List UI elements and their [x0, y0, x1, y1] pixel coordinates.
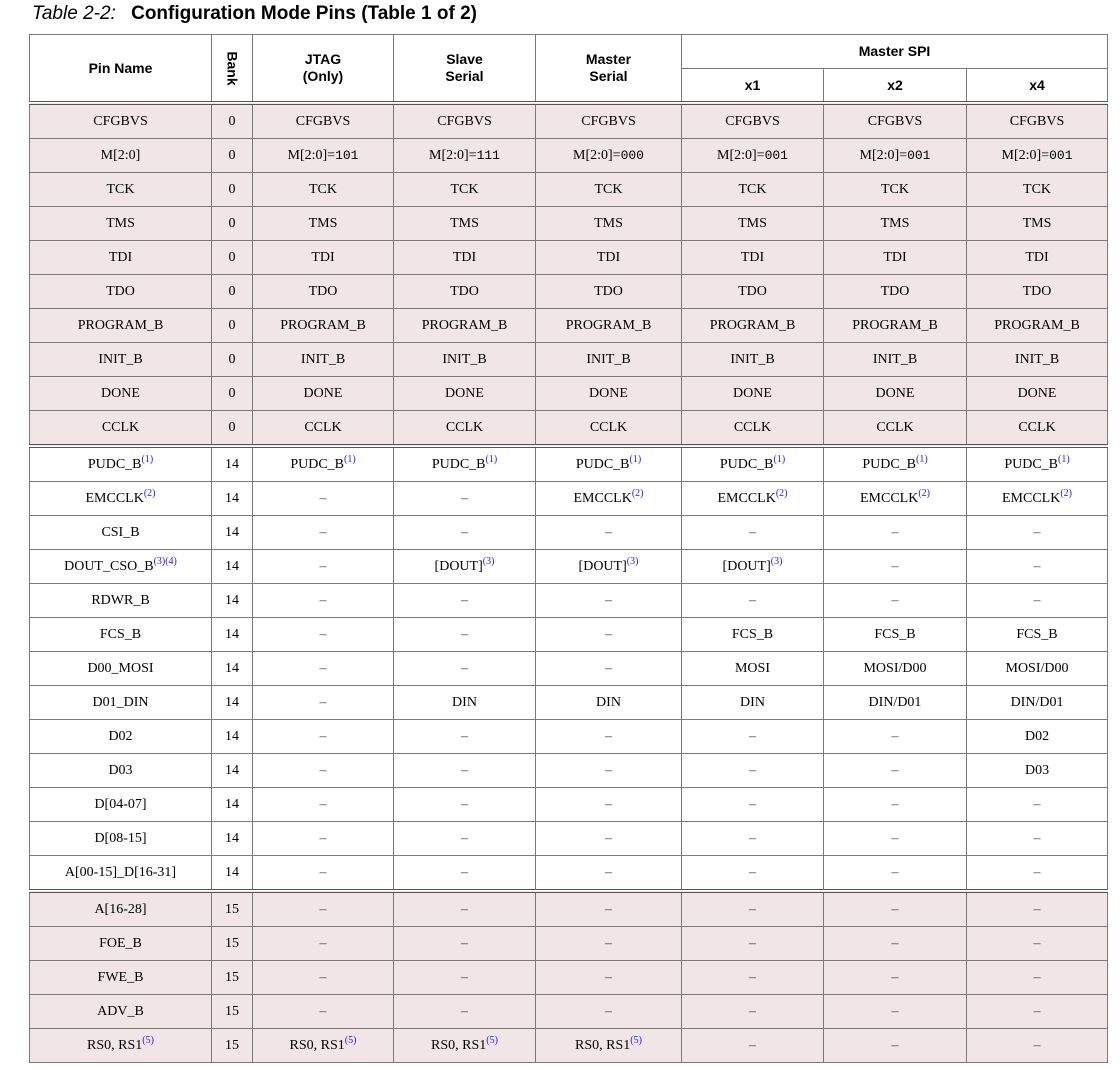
cell-pin-name: D[04-07] — [30, 788, 212, 822]
cell-jtag: DONE — [253, 377, 394, 411]
cell-master-serial: – — [536, 961, 682, 995]
cell-jtag: M[2:0]=101 — [253, 139, 394, 173]
cell-spi-x1: MOSI — [682, 652, 824, 686]
cell-jtag: – — [253, 961, 394, 995]
cell-spi-x1: – — [682, 891, 824, 927]
table-row — [30, 856, 1108, 892]
cell-spi-x2: MOSI/D00 — [824, 652, 967, 686]
cell-bank: 0 — [212, 377, 253, 411]
table-row — [30, 241, 1108, 275]
cell-spi-x4: – — [967, 961, 1108, 995]
cell-master-serial: [DOUT]$^{(3)}$ — [536, 550, 682, 584]
cell-master-serial: – — [536, 891, 682, 927]
cell-jtag: – — [253, 720, 394, 754]
cell-pin-name: TDO — [30, 275, 212, 309]
cell-spi-x4: – — [967, 995, 1108, 1029]
cell-spi-x2: CCLK — [824, 411, 967, 447]
table-row — [30, 961, 1108, 995]
cell-bank: 14 — [212, 754, 253, 788]
cell-master-serial: – — [536, 754, 682, 788]
cell-slave-serial: – — [394, 482, 536, 516]
cell-slave-serial: – — [394, 754, 536, 788]
header-spi-x4: x4 — [967, 69, 1108, 104]
cell-spi-x4: D02 — [967, 720, 1108, 754]
cell-bank: 15 — [212, 891, 253, 927]
cell-spi-x1: – — [682, 927, 824, 961]
table-row — [30, 1029, 1108, 1063]
cell-spi-x2: TDO — [824, 275, 967, 309]
cell-spi-x4: PUDC_B$^{(1)}$ — [967, 446, 1108, 482]
table-row — [30, 446, 1108, 482]
cell-spi-x1: – — [682, 856, 824, 892]
cell-bank: 0 — [212, 343, 253, 377]
cell-spi-x1: – — [682, 995, 824, 1029]
cell-spi-x4: – — [967, 822, 1108, 856]
header-pin-name: Pin Name — [30, 35, 212, 104]
cell-pin-name: RDWR_B — [30, 584, 212, 618]
cell-slave-serial: – — [394, 891, 536, 927]
cell-spi-x2: TMS — [824, 207, 967, 241]
cell-spi-x2: – — [824, 891, 967, 927]
cell-slave-serial: – — [394, 584, 536, 618]
cell-bank: 15 — [212, 927, 253, 961]
cell-bank: 14 — [212, 482, 253, 516]
cell-master-serial: CCLK — [536, 411, 682, 447]
cell-bank: 0 — [212, 275, 253, 309]
cell-bank: 14 — [212, 516, 253, 550]
cell-master-serial: CFGBVS — [536, 103, 682, 139]
cell-jtag: – — [253, 822, 394, 856]
cell-spi-x4: – — [967, 550, 1108, 584]
cell-spi-x1: DIN — [682, 686, 824, 720]
cell-spi-x4: TDI — [967, 241, 1108, 275]
cell-spi-x2: CFGBVS — [824, 103, 967, 139]
cell-pin-name: RS0, RS1$^{(5)}$ — [30, 1029, 212, 1063]
table-row — [30, 891, 1108, 927]
cell-bank: 0 — [212, 139, 253, 173]
cell-jtag: – — [253, 584, 394, 618]
cell-pin-name: CCLK — [30, 411, 212, 447]
table-caption — [32, 3, 477, 25]
cell-spi-x4: CFGBVS — [967, 103, 1108, 139]
cell-jtag: PROGRAM_B — [253, 309, 394, 343]
caption-number: Table 2-2: — [32, 3, 116, 24]
cell-spi-x1: TDI — [682, 241, 824, 275]
cell-pin-name: M[2:0] — [30, 139, 212, 173]
cell-pin-name: PUDC_B$^{(1)}$ — [30, 446, 212, 482]
cell-slave-serial: PROGRAM_B — [394, 309, 536, 343]
table-row — [30, 686, 1108, 720]
cell-slave-serial: – — [394, 788, 536, 822]
table-row — [30, 516, 1108, 550]
cell-pin-name: TMS — [30, 207, 212, 241]
cell-jtag: – — [253, 995, 394, 1029]
cell-pin-name: D01_DIN — [30, 686, 212, 720]
cell-bank: 14 — [212, 686, 253, 720]
cell-slave-serial: – — [394, 995, 536, 1029]
cell-spi-x2: – — [824, 927, 967, 961]
cell-spi-x1: M[2:0]=001 — [682, 139, 824, 173]
cell-spi-x4: – — [967, 788, 1108, 822]
cell-spi-x1: – — [682, 754, 824, 788]
cell-spi-x2: – — [824, 1029, 967, 1063]
caption-title: Configuration Mode Pins (Table 1 of 2) — [131, 3, 477, 24]
cell-spi-x2: – — [824, 584, 967, 618]
cell-pin-name: A[00-15]_D[16-31] — [30, 856, 212, 892]
footnote-ref[interactable]: (3) — [482, 555, 495, 567]
cell-spi-x4: – — [967, 856, 1108, 892]
header-jtag: JTAG (Only) — [253, 35, 394, 104]
cell-slave-serial: M[2:0]=111 — [394, 139, 536, 173]
cell-jtag: CCLK — [253, 411, 394, 447]
cell-spi-x2: PROGRAM_B — [824, 309, 967, 343]
table-row — [30, 411, 1108, 447]
cell-jtag: TMS — [253, 207, 394, 241]
cell-spi-x4: M[2:0]=001 — [967, 139, 1108, 173]
cell-spi-x2: – — [824, 856, 967, 892]
table-row — [30, 343, 1108, 377]
cell-jtag: – — [253, 788, 394, 822]
cell-jtag: TDI — [253, 241, 394, 275]
cell-spi-x1: – — [682, 516, 824, 550]
cell-pin-name: PROGRAM_B — [30, 309, 212, 343]
cell-pin-name: DONE — [30, 377, 212, 411]
table-row — [30, 139, 1108, 173]
cell-master-serial: – — [536, 927, 682, 961]
cell-spi-x1: TCK — [682, 173, 824, 207]
cell-jtag: RS0, RS1$^{(5)}$ — [253, 1029, 394, 1063]
cell-pin-name: CFGBVS — [30, 103, 212, 139]
cell-spi-x4: TMS — [967, 207, 1108, 241]
cell-master-serial: TDI — [536, 241, 682, 275]
cell-jtag: TDO — [253, 275, 394, 309]
cell-master-serial: – — [536, 995, 682, 1029]
cell-master-serial: – — [536, 652, 682, 686]
cell-jtag: – — [253, 516, 394, 550]
cell-spi-x2: – — [824, 550, 967, 584]
footnote-ref[interactable]: (1) — [916, 453, 928, 465]
cell-spi-x4: PROGRAM_B — [967, 309, 1108, 343]
cell-pin-name: A[16-28] — [30, 891, 212, 927]
cell-pin-name: D[08-15] — [30, 822, 212, 856]
footnote-ref[interactable]: (3) — [770, 555, 783, 567]
cell-spi-x2: – — [824, 754, 967, 788]
configuration-mode-pins-table — [29, 34, 1108, 1063]
cell-spi-x1: – — [682, 584, 824, 618]
cell-bank: 14 — [212, 584, 253, 618]
cell-bank: 14 — [212, 720, 253, 754]
cell-bank: 0 — [212, 207, 253, 241]
footnote-ref[interactable]: (1) — [629, 453, 642, 465]
table-row — [30, 482, 1108, 516]
cell-jtag: – — [253, 927, 394, 961]
cell-slave-serial: CFGBVS — [394, 103, 536, 139]
cell-bank: 0 — [212, 309, 253, 343]
cell-spi-x4: – — [967, 1029, 1108, 1063]
cell-jtag: – — [253, 686, 394, 720]
footnote-ref[interactable]: (3)(4) — [153, 555, 177, 567]
cell-spi-x1: [DOUT]$^{(3)}$ — [682, 550, 824, 584]
cell-jtag: INIT_B — [253, 343, 394, 377]
cell-pin-name: FCS_B — [30, 618, 212, 652]
cell-spi-x1: – — [682, 720, 824, 754]
cell-jtag: – — [253, 550, 394, 584]
cell-spi-x2: M[2:0]=001 — [824, 139, 967, 173]
cell-jtag: – — [253, 754, 394, 788]
cell-slave-serial: [DOUT]$^{(3)}$ — [394, 550, 536, 584]
cell-pin-name: D03 — [30, 754, 212, 788]
table-row — [30, 788, 1108, 822]
footnote-ref[interactable]: (1) — [485, 453, 498, 465]
table-row — [30, 173, 1108, 207]
footnote-ref[interactable]: (5) — [344, 1034, 357, 1046]
cell-jtag: CFGBVS — [253, 103, 394, 139]
cell-bank: 14 — [212, 652, 253, 686]
table-row — [30, 927, 1108, 961]
cell-jtag: – — [253, 482, 394, 516]
table-row — [30, 275, 1108, 309]
table-row — [30, 995, 1108, 1029]
cell-pin-name: FOE_B — [30, 927, 212, 961]
cell-slave-serial: – — [394, 516, 536, 550]
cell-pin-name: CSI_B — [30, 516, 212, 550]
cell-spi-x1: CCLK — [682, 411, 824, 447]
cell-spi-x1: INIT_B — [682, 343, 824, 377]
cell-slave-serial: – — [394, 856, 536, 892]
cell-master-serial: EMCCLK$^{(2)}$ — [536, 482, 682, 516]
footnote-ref[interactable]: (5) — [142, 1034, 154, 1046]
footnote-ref[interactable]: (3) — [626, 555, 639, 567]
cell-master-serial: – — [536, 856, 682, 892]
cell-bank: 15 — [212, 1029, 253, 1063]
table-row — [30, 550, 1108, 584]
cell-jtag: – — [253, 891, 394, 927]
cell-bank: 14 — [212, 788, 253, 822]
cell-spi-x1: FCS_B — [682, 618, 824, 652]
cell-slave-serial: – — [394, 822, 536, 856]
cell-slave-serial: PUDC_B$^{(1)}$ — [394, 446, 536, 482]
cell-spi-x2: – — [824, 822, 967, 856]
cell-master-serial: M[2:0]=000 — [536, 139, 682, 173]
cell-spi-x1: – — [682, 788, 824, 822]
cell-spi-x4: – — [967, 927, 1108, 961]
footnote-ref[interactable]: (2) — [143, 487, 156, 499]
cell-spi-x2: FCS_B — [824, 618, 967, 652]
cell-slave-serial: INIT_B — [394, 343, 536, 377]
cell-spi-x2: TCK — [824, 173, 967, 207]
cell-spi-x1: – — [682, 1029, 824, 1063]
cell-jtag: – — [253, 856, 394, 892]
cell-jtag: TCK — [253, 173, 394, 207]
cell-slave-serial: – — [394, 652, 536, 686]
cell-master-serial: – — [536, 788, 682, 822]
cell-spi-x4: EMCCLK$^{(2)}$ — [967, 482, 1108, 516]
cell-spi-x1: EMCCLK$^{(2)}$ — [682, 482, 824, 516]
cell-spi-x2: – — [824, 720, 967, 754]
cell-pin-name: TCK — [30, 173, 212, 207]
cell-bank: 15 — [212, 961, 253, 995]
cell-master-serial: PUDC_B$^{(1)}$ — [536, 446, 682, 482]
table-header — [30, 35, 1108, 104]
cell-spi-x1: PROGRAM_B — [682, 309, 824, 343]
footnote-ref[interactable]: (5) — [486, 1034, 498, 1046]
cell-pin-name: D02 — [30, 720, 212, 754]
cell-pin-name: ADV_B — [30, 995, 212, 1029]
table-row — [30, 207, 1108, 241]
cell-bank: 0 — [212, 173, 253, 207]
header-master-serial: Master Serial — [536, 35, 682, 104]
cell-master-serial: DONE — [536, 377, 682, 411]
cell-slave-serial: – — [394, 720, 536, 754]
footnote-ref[interactable]: (2) — [631, 487, 644, 499]
cell-spi-x2: EMCCLK$^{(2)}$ — [824, 482, 967, 516]
table-row — [30, 618, 1108, 652]
cell-spi-x1: CFGBVS — [682, 103, 824, 139]
table-row — [30, 103, 1108, 139]
cell-slave-serial: DONE — [394, 377, 536, 411]
cell-spi-x2: – — [824, 516, 967, 550]
footnote-ref[interactable]: (1) — [344, 453, 356, 465]
cell-pin-name: DOUT_CSO_B$^{(3)(4)}$ — [30, 550, 212, 584]
cell-spi-x4: CCLK — [967, 411, 1108, 447]
cell-spi-x4: INIT_B — [967, 343, 1108, 377]
cell-master-serial: TDO — [536, 275, 682, 309]
cell-spi-x2: TDI — [824, 241, 967, 275]
table-row — [30, 652, 1108, 686]
cell-spi-x2: INIT_B — [824, 343, 967, 377]
cell-master-serial: DIN — [536, 686, 682, 720]
cell-spi-x4: FCS_B — [967, 618, 1108, 652]
cell-slave-serial: TDI — [394, 241, 536, 275]
cell-spi-x2: – — [824, 961, 967, 995]
cell-spi-x1: PUDC_B$^{(1)}$ — [682, 446, 824, 482]
cell-spi-x4: DONE — [967, 377, 1108, 411]
table-row — [30, 377, 1108, 411]
cell-bank: 0 — [212, 103, 253, 139]
cell-bank: 0 — [212, 411, 253, 447]
cell-master-serial: – — [536, 584, 682, 618]
cell-spi-x4: – — [967, 891, 1108, 927]
table-row — [30, 720, 1108, 754]
cell-slave-serial: TMS — [394, 207, 536, 241]
cell-pin-name: FWE_B — [30, 961, 212, 995]
cell-master-serial: – — [536, 822, 682, 856]
cell-bank: 15 — [212, 995, 253, 1029]
cell-master-serial: RS0, RS1$^{(5)}$ — [536, 1029, 682, 1063]
cell-master-serial: PROGRAM_B — [536, 309, 682, 343]
cell-spi-x1: DONE — [682, 377, 824, 411]
table-row — [30, 822, 1108, 856]
header-bank: Bank — [212, 35, 253, 104]
footnote-ref[interactable]: (2) — [775, 487, 788, 499]
cell-pin-name: EMCCLK$^{(2)}$ — [30, 482, 212, 516]
cell-bank: 14 — [212, 856, 253, 892]
cell-spi-x4: D03 — [967, 754, 1108, 788]
cell-master-serial: INIT_B — [536, 343, 682, 377]
header-spi-x2: x2 — [824, 69, 967, 104]
cell-master-serial: – — [536, 720, 682, 754]
cell-bank: 14 — [212, 550, 253, 584]
cell-slave-serial: DIN — [394, 686, 536, 720]
cell-jtag: PUDC_B$^{(1)}$ — [253, 446, 394, 482]
cell-slave-serial: RS0, RS1$^{(5)}$ — [394, 1029, 536, 1063]
header-slave-serial: Slave Serial — [394, 35, 536, 104]
cell-spi-x4: TDO — [967, 275, 1108, 309]
cell-slave-serial: TCK — [394, 173, 536, 207]
cell-spi-x2: DIN/D01 — [824, 686, 967, 720]
cell-jtag: – — [253, 618, 394, 652]
cell-pin-name: INIT_B — [30, 343, 212, 377]
cell-bank: 14 — [212, 822, 253, 856]
footnote-ref[interactable]: (1) — [773, 453, 786, 465]
cell-pin-name: D00_MOSI — [30, 652, 212, 686]
footnote-ref[interactable]: (1) — [1058, 453, 1070, 465]
cell-spi-x4: DIN/D01 — [967, 686, 1108, 720]
cell-spi-x4: – — [967, 584, 1108, 618]
cell-master-serial: – — [536, 516, 682, 550]
cell-spi-x4: TCK — [967, 173, 1108, 207]
cell-bank: 0 — [212, 241, 253, 275]
cell-spi-x4: – — [967, 516, 1108, 550]
cell-bank: 14 — [212, 618, 253, 652]
footnote-ref[interactable]: (1) — [141, 453, 154, 465]
cell-slave-serial: CCLK — [394, 411, 536, 447]
cell-spi-x2: DONE — [824, 377, 967, 411]
cell-master-serial: TCK — [536, 173, 682, 207]
cell-slave-serial: TDO — [394, 275, 536, 309]
footnote-ref[interactable]: (2) — [918, 487, 930, 499]
cell-master-serial: – — [536, 618, 682, 652]
cell-bank: 14 — [212, 446, 253, 482]
cell-spi-x2: PUDC_B$^{(1)}$ — [824, 446, 967, 482]
cell-spi-x1: – — [682, 961, 824, 995]
table-body — [30, 103, 1108, 1063]
cell-spi-x4: MOSI/D00 — [967, 652, 1108, 686]
footnote-ref[interactable]: (2) — [1060, 487, 1073, 499]
cell-jtag: – — [253, 652, 394, 686]
cell-spi-x2: – — [824, 995, 967, 1029]
cell-spi-x1: TMS — [682, 207, 824, 241]
footnote-ref[interactable]: (5) — [630, 1034, 642, 1046]
header-spi-x1: x1 — [682, 69, 824, 104]
cell-slave-serial: – — [394, 927, 536, 961]
table-row — [30, 309, 1108, 343]
cell-spi-x2: – — [824, 788, 967, 822]
cell-slave-serial: – — [394, 618, 536, 652]
table-row — [30, 584, 1108, 618]
cell-master-serial: TMS — [536, 207, 682, 241]
cell-slave-serial: – — [394, 961, 536, 995]
table-row — [30, 754, 1108, 788]
header-master-spi: Master SPI — [682, 35, 1108, 69]
cell-spi-x1: – — [682, 822, 824, 856]
cell-spi-x1: TDO — [682, 275, 824, 309]
cell-pin-name: TDI — [30, 241, 212, 275]
